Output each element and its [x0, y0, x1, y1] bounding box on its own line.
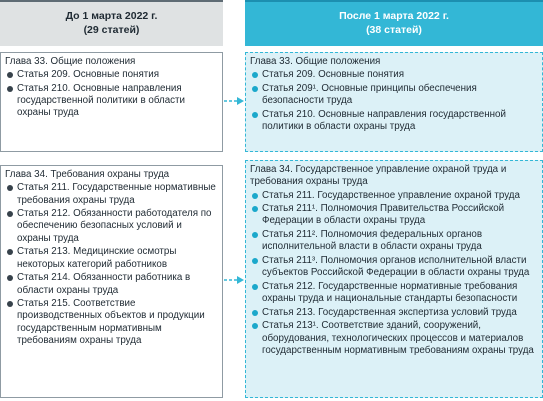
before-chapter-34-list [5, 182, 218, 347]
bullet-icon [252, 86, 258, 92]
article-label: Статья 211³. Полномочия органов исполнительной власти субъектов Российской Федерации в области охраны труда [262, 254, 530, 279]
before-chapter-34-panel [0, 165, 223, 398]
article-label: Статья 209. Основные понятия [17, 69, 160, 81]
article-label: Статья 213¹. Соответствие зданий, сооружений, оборудования, технологических процессов и материалов государственным нормативным требованиям охраны труда [262, 320, 534, 356]
article-item [5, 208, 218, 245]
article-item [5, 69, 218, 81]
bullet-icon [7, 211, 13, 217]
article-item [5, 83, 218, 120]
article-item [250, 320, 538, 357]
bullet-icon [252, 206, 258, 212]
after-header [245, 0, 543, 46]
article-label: Статья 212. Обязанности работодателя по обеспечению безопасных условий и охраны труда [17, 208, 212, 244]
before-header-title: До 1 марта 2022 г. [65, 10, 158, 22]
before-chapter-33-title: Глава 33. Общие положения [5, 56, 136, 67]
bullet-icon [7, 185, 13, 191]
article-label: Статья 210. Основные направления государственной политики в области охраны труда [17, 82, 186, 119]
bullet-icon [7, 249, 13, 255]
bullet-icon [252, 72, 258, 78]
before-chapter-34-title: Глава 34. Требования охраны труда [5, 169, 170, 180]
after-chapter-33-list [250, 69, 538, 133]
after-chapter-34-title: Глава 34. Государственное управление охраной труда и требования охраны труда [250, 164, 507, 188]
after-chapter-33-panel [245, 52, 543, 152]
bullet-icon [252, 310, 258, 316]
before-header [0, 0, 223, 46]
after-chapter-34-panel [245, 160, 543, 398]
before-chapter-33-list [5, 69, 218, 119]
after-chapter-33-title: Глава 33. Общие положения [250, 56, 381, 67]
bullet-icon [252, 258, 258, 264]
bullet-icon [252, 232, 258, 238]
after-header-count: (38 статей) [366, 24, 422, 36]
article-item [250, 83, 538, 108]
article-label: Статья 213. Медицинские осмотры некоторых категорий работников [17, 246, 177, 270]
bullet-icon [7, 86, 13, 92]
article-label: Статья 209. Основные понятия [262, 69, 405, 81]
article-item [250, 307, 538, 319]
article-item [5, 182, 218, 207]
after-chapter-34-list [250, 190, 538, 358]
article-item [5, 246, 218, 271]
article-label: Статья 215. Соответствие производственных объектов и продукции государственным нормативным требованиям охраны труда [17, 298, 205, 347]
before-chapter-33-panel [0, 52, 223, 152]
bullet-icon [252, 112, 258, 118]
after-header-title: После 1 марта 2022 г. [339, 10, 449, 22]
article-item [250, 255, 538, 280]
article-item [5, 272, 218, 297]
article-item [250, 69, 538, 81]
article-label: Статья 211¹. Полномочия Правительства Российской Федерации в области охраны труда [262, 203, 505, 227]
article-label: Статья 214. Обязанности работника в области охраны труда [17, 272, 191, 296]
bullet-icon [7, 301, 13, 307]
article-item [250, 281, 538, 306]
article-label: Статья 211². Полномочия федеральных органов исполнительной власти в области охраны труда [262, 229, 483, 253]
bullet-icon [7, 72, 13, 78]
bullet-icon [252, 193, 258, 199]
bullet-icon [252, 284, 258, 290]
bullet-icon [252, 323, 258, 329]
article-label: Статья 209¹. Основные принципы обеспечения безопасности труда [262, 82, 477, 107]
chapter-34-arrow-icon [223, 275, 245, 285]
article-label: Статья 211. Государственное управление охраной труда [262, 189, 520, 201]
chapter-33-arrow-icon [223, 96, 245, 106]
article-item [5, 298, 218, 347]
article-label: Статья 211. Государственные нормативные требования охраны труда [17, 182, 216, 206]
article-label: Статья 213. Государственная экспертиза условий труда [262, 306, 517, 318]
before-header-count: (29 статей) [83, 24, 140, 36]
article-item [250, 109, 538, 134]
article-item [250, 203, 538, 228]
article-item [250, 229, 538, 254]
article-item [250, 190, 538, 202]
bullet-icon [7, 275, 13, 281]
article-label: Статья 212. Государственные нормативные требования охраны труда и национальные стандарты безопасности [262, 280, 518, 305]
article-label: Статья 210. Основные направления государственной политики в области охраны труда [262, 108, 506, 133]
